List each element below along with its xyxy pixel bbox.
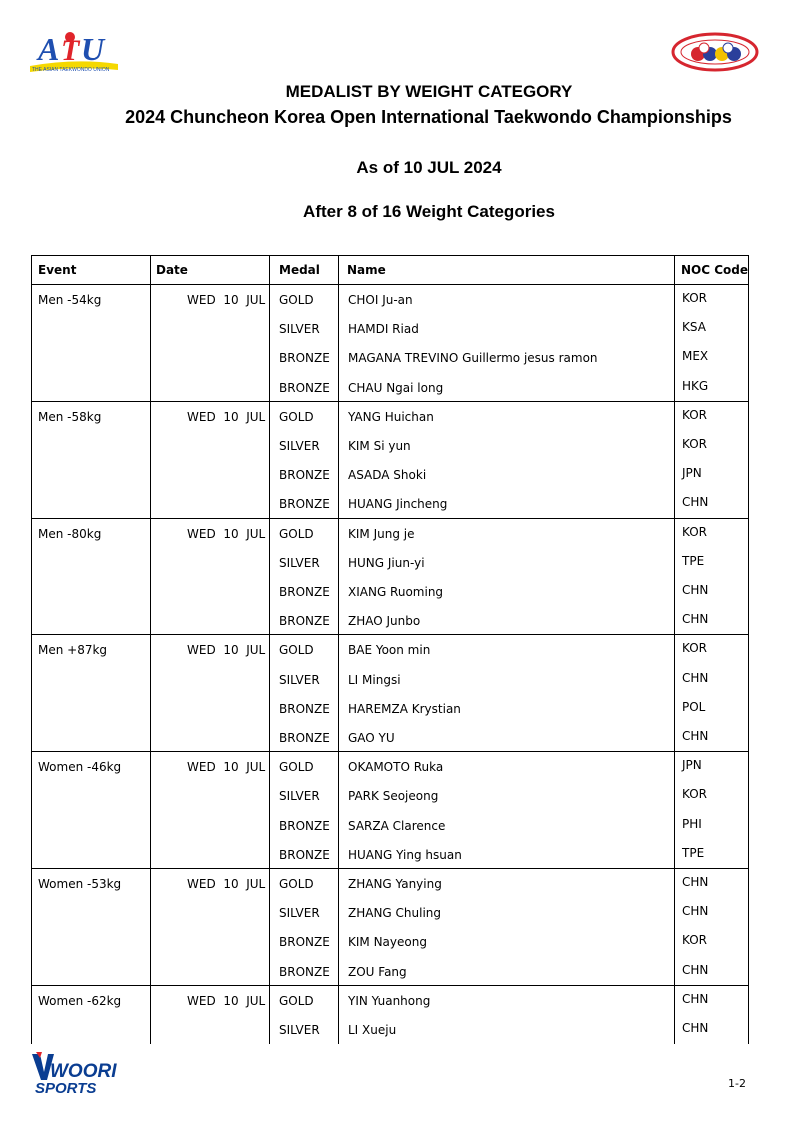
medal-cell: BRONZE bbox=[279, 731, 330, 745]
medal-cell: SILVER bbox=[279, 672, 320, 687]
report-subtitle: 2024 Chuncheon Korea Open International Taekwondo Championships bbox=[125, 107, 732, 127]
medal-cell: BRONZE bbox=[279, 964, 330, 979]
medal-cell: BRONZE bbox=[279, 351, 330, 366]
noc-cell: CHN bbox=[682, 670, 709, 685]
medal-cell: SILVER bbox=[279, 322, 320, 337]
noc-cell: CHN bbox=[682, 904, 709, 919]
medal-cell: SILVER bbox=[279, 789, 320, 804]
medal-cell: GOLD bbox=[279, 877, 314, 891]
column-header-event: Event bbox=[38, 263, 77, 277]
date-cell: WED 10 JUL bbox=[187, 293, 266, 307]
name-cell: HUANG Jincheng bbox=[348, 497, 448, 512]
medal-cell: BRONZE bbox=[279, 701, 330, 716]
woori-sports-logo bbox=[30, 1050, 120, 1096]
noc-cell: CHN bbox=[682, 495, 709, 510]
svg-text:T: T bbox=[61, 34, 80, 67]
medal-cell: GOLD bbox=[279, 760, 314, 775]
noc-cell: KSA bbox=[682, 320, 706, 335]
event-group-divider bbox=[31, 401, 749, 402]
noc-cell: JPN bbox=[682, 758, 702, 773]
noc-cell: CHN bbox=[682, 612, 709, 627]
name-cell: ZOU Fang bbox=[348, 964, 407, 979]
noc-cell: POL bbox=[682, 699, 706, 714]
noc-cell: HKG bbox=[682, 378, 709, 393]
name-cell: KIM Jung je bbox=[348, 526, 415, 541]
medal-cell: GOLD bbox=[279, 409, 314, 424]
event-group-divider bbox=[31, 985, 749, 986]
column-header-medal: Medal bbox=[279, 263, 320, 277]
event-cell: Men -58kg bbox=[38, 409, 102, 424]
name-cell: KIM Si yun bbox=[348, 439, 411, 453]
page-number: 1-2 bbox=[728, 1077, 746, 1090]
name-cell: YANG Huichan bbox=[348, 409, 434, 424]
noc-cell: JPN bbox=[682, 466, 702, 481]
name-cell: OKAMOTO Ruka bbox=[348, 760, 444, 775]
medal-cell: GOLD bbox=[279, 643, 314, 658]
header-divider bbox=[31, 284, 749, 285]
name-cell: HAMDI Riad bbox=[348, 322, 419, 337]
aiu-logo-graphic bbox=[26, 28, 120, 78]
name-cell: YIN Yuanhong bbox=[348, 993, 431, 1008]
aiu-logo-caption: THE ASIAN TAEKWONDO UNION bbox=[32, 67, 110, 73]
name-cell: CHAU Ngai long bbox=[348, 380, 444, 395]
progress-text: After 8 of 16 Weight Categories bbox=[303, 202, 555, 221]
date-cell: WED 10 JUL bbox=[187, 409, 266, 424]
noc-cell: KOR bbox=[682, 524, 707, 539]
name-cell: LI Xueju bbox=[348, 1023, 397, 1037]
name-cell: ZHAO Junbo bbox=[348, 614, 421, 629]
aiu-logo-letters: A bbox=[38, 31, 60, 67]
column-header-noc: NOC Code bbox=[681, 263, 749, 277]
date-cell: WED 10 JUL bbox=[187, 877, 266, 891]
medal-cell: BRONZE bbox=[279, 935, 330, 950]
name-cell: KIM Nayeong bbox=[348, 935, 427, 950]
noc-cell: CHN bbox=[682, 729, 709, 743]
event-cell: Women -62kg bbox=[38, 993, 122, 1008]
name-cell: MAGANA TREVINO Guillermo jesus ramon bbox=[348, 351, 598, 366]
woori-wordmark: WOORI bbox=[50, 1061, 117, 1082]
noc-cell: CHN bbox=[682, 991, 709, 1006]
column-header-date: Date bbox=[156, 263, 188, 277]
medal-cell: GOLD bbox=[279, 993, 314, 1008]
medal-cell: SILVER bbox=[279, 439, 320, 453]
name-cell: ZHANG Chuling bbox=[348, 906, 442, 921]
noc-cell: CHN bbox=[682, 962, 709, 977]
noc-cell: KOR bbox=[682, 641, 707, 656]
medal-cell: SILVER bbox=[279, 555, 320, 570]
col-divider bbox=[338, 255, 339, 1044]
event-group-divider bbox=[31, 751, 749, 752]
medal-cell: BRONZE bbox=[279, 468, 330, 483]
subtitle-clip bbox=[115, 107, 742, 133]
name-cell: HUANG Ying hsuan bbox=[348, 847, 462, 862]
medal-cell: BRONZE bbox=[279, 614, 330, 629]
name-cell: ASADA Shoki bbox=[348, 468, 427, 483]
woori-sports-logo-graphic bbox=[30, 1050, 120, 1096]
col-divider bbox=[150, 255, 151, 1044]
noc-cell: TPE bbox=[682, 845, 705, 860]
name-cell: XIANG Ruoming bbox=[348, 585, 444, 599]
name-cell: SARZA Clarence bbox=[348, 818, 446, 833]
event-cell: Men -54kg bbox=[38, 293, 102, 307]
medal-cell: GOLD bbox=[279, 526, 314, 541]
noc-cell: CHN bbox=[682, 1021, 709, 1035]
name-cell: LI Mingsi bbox=[348, 672, 401, 687]
as-of-date: As of 10 JUL 2024 bbox=[356, 158, 502, 177]
event-group-divider bbox=[31, 868, 749, 869]
medal-cell: BRONZE bbox=[279, 847, 330, 862]
medal-cell: BRONZE bbox=[279, 818, 330, 833]
date-cell: WED 10 JUL bbox=[187, 643, 266, 658]
medal-cell: SILVER bbox=[279, 1023, 320, 1037]
date-cell: WED 10 JUL bbox=[187, 526, 266, 541]
medal-cell: BRONZE bbox=[279, 585, 330, 599]
event-cell: Women -53kg bbox=[38, 877, 122, 891]
report-title: MEDALIST BY WEIGHT CATEGORY bbox=[285, 82, 573, 101]
event-group-divider bbox=[31, 634, 749, 635]
column-header-name: Name bbox=[347, 263, 386, 277]
noc-cell: PHI bbox=[682, 816, 702, 831]
date-cell: WED 10 JUL bbox=[187, 760, 266, 775]
name-cell: PARK Seojeong bbox=[348, 789, 439, 804]
date-cell: WED 10 JUL bbox=[187, 993, 266, 1008]
col-divider bbox=[674, 255, 675, 1044]
noc-cell: CHN bbox=[682, 875, 709, 889]
medal-cell: GOLD bbox=[279, 293, 314, 307]
col-divider bbox=[269, 255, 270, 1044]
medal-cell: BRONZE bbox=[279, 497, 330, 512]
medal-cell: SILVER bbox=[279, 906, 320, 921]
noc-cell: MEX bbox=[682, 349, 709, 364]
medal-cell: BRONZE bbox=[279, 380, 330, 395]
svg-text:U: U bbox=[81, 31, 105, 67]
event-cell: Women -46kg bbox=[38, 760, 122, 775]
noc-cell: KOR bbox=[682, 437, 707, 451]
event-cell: Men -80kg bbox=[38, 526, 102, 541]
name-cell: ZHANG Yanying bbox=[348, 877, 442, 891]
name-cell: BAE Yoon min bbox=[348, 643, 431, 658]
sports-wordmark: SPORTS bbox=[35, 1080, 97, 1096]
name-cell: GAO YU bbox=[348, 731, 395, 745]
korea-open-logo-graphic bbox=[668, 28, 762, 78]
noc-cell: KOR bbox=[682, 933, 707, 948]
noc-cell: KOR bbox=[682, 291, 707, 305]
event-cell: Men +87kg bbox=[38, 643, 108, 658]
noc-cell: KOR bbox=[682, 407, 707, 422]
noc-cell: CHN bbox=[682, 583, 709, 597]
aiu-logo bbox=[26, 28, 120, 78]
name-cell: HAREMZA Krystian bbox=[348, 701, 461, 716]
name-cell: CHOI Ju-an bbox=[348, 293, 413, 307]
korea-open-logo bbox=[668, 28, 762, 78]
noc-cell: TPE bbox=[682, 553, 705, 568]
name-cell: HUNG Jiun-yi bbox=[348, 555, 425, 570]
noc-cell: KOR bbox=[682, 787, 707, 802]
event-group-divider bbox=[31, 518, 749, 519]
medal-table bbox=[31, 255, 749, 1044]
